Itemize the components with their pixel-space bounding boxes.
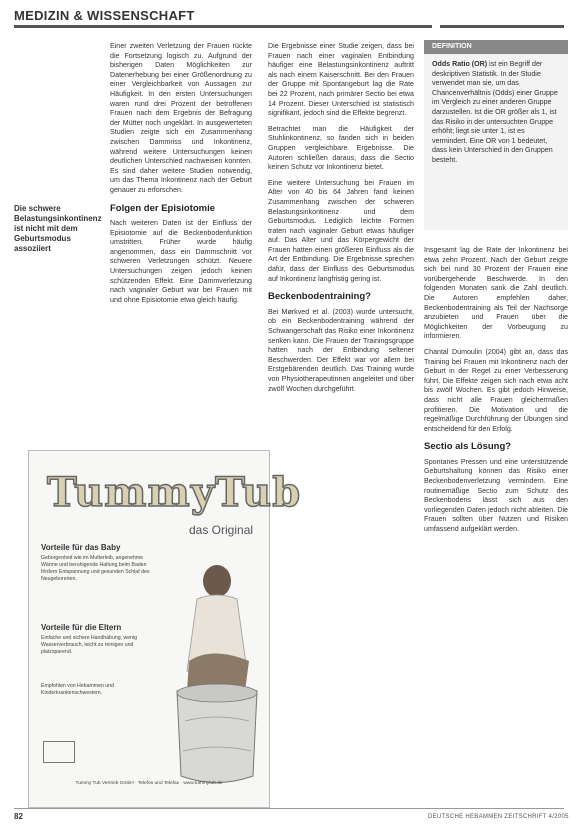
paragraph: Insgesamt lag die Rate der Inkontinenz bei etwa zehn Prozent. Nach der Geburt zeigte sich bei rund 30 Prozent der Frauen eine vorübergehende Beschwerde. In den folgenden Monaten sank die Zahl deutlich. Die Autoren empfehlen daher, Beckenbodentraining als Teil der Nachsorge anzubieten und Frauen über die Möglichkeiten der Vorbeugung zu informieren. — [424, 246, 568, 341]
header-rule-right — [440, 25, 564, 28]
brand-logo: TummyTub — [47, 469, 302, 516]
paragraph: Nach weiteren Daten ist der Einfluss der Episiotomie auf die Beckenbodenfunktion umstritten. Früher wurde häufig angenommen, dass ein Dammschnitt vor schweren Verletzungen schützt. Neuere Untersuchungen zeigen jedoch keinen schützenden Effekt. Eine Dammverletzung nach vaginaler Geburt war bei Frauen mit und ohne Episiotomie etwa gleich häufig. — [110, 219, 252, 304]
pull-quote: Die schwere Belastungsinkontinenz ist nicht mit dem Geburtsmodus assoziiert — [14, 204, 102, 253]
journal-name: DEUTSCHE HEBAMMEN ZEITSCHRIFT 4/2005 — [428, 814, 569, 820]
footer-rule — [14, 808, 564, 809]
header-rule — [14, 25, 432, 28]
subheading: Sectio als Lösung? — [424, 441, 512, 453]
paragraph: Einer zweiten Verletzung der Frauen rückte die Fortsetzung logisch zu. Aufgrund der bisherigen Daten Möglichkeiten zur Datenerhebung bei einer Größenordnung zu einer Vergleichbarkeit von Aussagen zur Häufigkeit. In den ersten Untersuchungen waren rund drei Prozent der betroffenen Frauen nach dem Ergebnis der Befragung der Mütter noch ungeklärt. In ausgewerteten Studien zeigte sich ein Zusammenhang zwischen Dammriss und Inkontinenz, während weitere Untersuchungen keinen deutlichen Unterschied nachweisen konnten. Es sind daher weitere Studien notwendig, um das Thema Inkontinenz nach der Geburt genauer zu erforschen. — [110, 42, 252, 194]
paragraph: Eine weitere Untersuchung bei Frauen im Alter von 40 bis 64 Jahren fand keinen Zusammenhang zwischen der schweren Belastungsinkontinenz und dem Geburtsmodus. Lediglich leichte Formen traten nach vaginaler Geburt etwas häufiger auf. Das Alter und das Körpergewicht der Frauen hatten einen größeren Einfluss als die Art der Entbindung. Die Ergebnisse sprechen dafür, dass der Einfluss des Geburtsmodus auf Inkontinenz langfristig gering ist. — [268, 178, 414, 283]
quality-seal-icon — [43, 741, 75, 763]
column-1 — [110, 42, 252, 305]
definition-body: ist ein Begriff der deskriptiven Statistik. In der Studie verwendet man sie, um das Chancenverhältnis (Odds) einer Gruppe im Vergleich zu einer anderen Gruppe darzustellen. Ist die OR größer als 1, ist das Risiko in der untersuchten Gruppe erhöht; liegt sie unter 1, ist es vermindert. Eine OR von 1 bedeutet, dass kein Unterschied in den Gruppen besteht. — [432, 60, 558, 164]
brand-tagline: das Original — [189, 523, 254, 537]
column-2 — [268, 42, 414, 394]
ad-extra-text: Empfohlen von Hebammen und Kinderkrankenschwestern. — [41, 683, 114, 696]
paragraph: Betrachtet man die Häufigkeit der Stuhlinkontinenz, so fanden sich in beiden Gruppen vergleichbare Ergebnisse. Die Autoren schließen daraus, dass die Sectio keinen Schutz vor Inkontinenz bietet. — [268, 124, 414, 172]
definition-heading: DEFINITION — [424, 40, 568, 54]
subheading: Beckenbodentraining? — [268, 291, 371, 303]
section-title: MEDIZIN & WISSENSCHAFT — [14, 8, 195, 23]
baby-bath-photo — [157, 551, 267, 791]
page-header — [0, 0, 578, 38]
definition-term: Odds Ratio (OR) — [432, 60, 488, 68]
column-3 — [424, 246, 568, 535]
advertisement[interactable] — [28, 450, 302, 808]
ad-footer: Tummy Tub Vertrieb GmbH · Telefon und Telefax · www.tummytub.de — [75, 781, 223, 786]
ad-heading-baby: Vorteile für das Baby — [41, 543, 121, 552]
subheading: Folgen der Episiotomie — [110, 202, 216, 214]
paragraph: Spontanes Pressen und eine unterstützende Geburtshaltung können das Risiko einer Beckenbodenverletzung vermindern. Eine routinemäßige Sectio zum Schutz des Beckenbodens lässt sich aus den vorliegenden Daten jedoch nicht ableiten. Die Frauen sollten über Nutzen und Risiken umfassend aufgeklärt werden. — [424, 457, 568, 534]
paragraph: Chantal Dumoulin (2004) gibt an, dass das Training bei Frauen mit Inkontinenz nach der Geburt in der Regel zu einer Verbesserung führt. Die Effekte zeigen sich nach etwa acht bis zwölf Wochen. Es gibt jedoch Hinweise, dass nicht alle Frauen gleichermaßen profitieren. Die Motivation und die regelmäßige Durchführung der Übungen sind entscheidend für den Erfolg. — [424, 347, 568, 433]
ad-text-baby: Geborgenheit wie im Mutterleib, angenehme Wärme und beruhigende Haltung beim Baden fördern Entspannung und gesunden Schlaf des Neugeborenen. — [41, 555, 150, 582]
definition-text — [432, 60, 562, 166]
paragraph: Die Ergebnisse einer Studie zeigen, dass bei Frauen nach einer vaginalen Entbindung häufiger eine Belastungsinkontinenz auftritt als nach einem Kaiserschnitt. Bei den Frauen der Gruppe mit Spontangeburt lag die Rate bei 22 Prozent, nach primärer Sectio bei etwa 14 Prozent. Dieser Unterschied ist statistisch signifikant, jedoch sind die Effekte begrenzt. — [268, 42, 414, 118]
ad-heading-parents: Vorteile für die Eltern — [41, 623, 122, 632]
paragraph: Bei Mørkved et al. (2003) wurde untersucht, ob ein Beckenbodentraining während der Schwangerschaft das Risiko einer Inkontinenz senken kann. Die Frauen der Trainingsgruppe hatten nach der Entbindung seltener Beschwerden. Der Effekt war vor allem bei Erstgebärenden deutlich. Das Training wurde von Physiotherapeutinnen angeleitet und über zwölf Wochen durchgeführt. — [268, 307, 414, 393]
ad-text-parents: Einfache und sichere Handhabung, wenig Wasserverbrauch, leicht zu reinigen und platzsparend. — [41, 635, 138, 655]
page-number: 82 — [14, 812, 23, 821]
